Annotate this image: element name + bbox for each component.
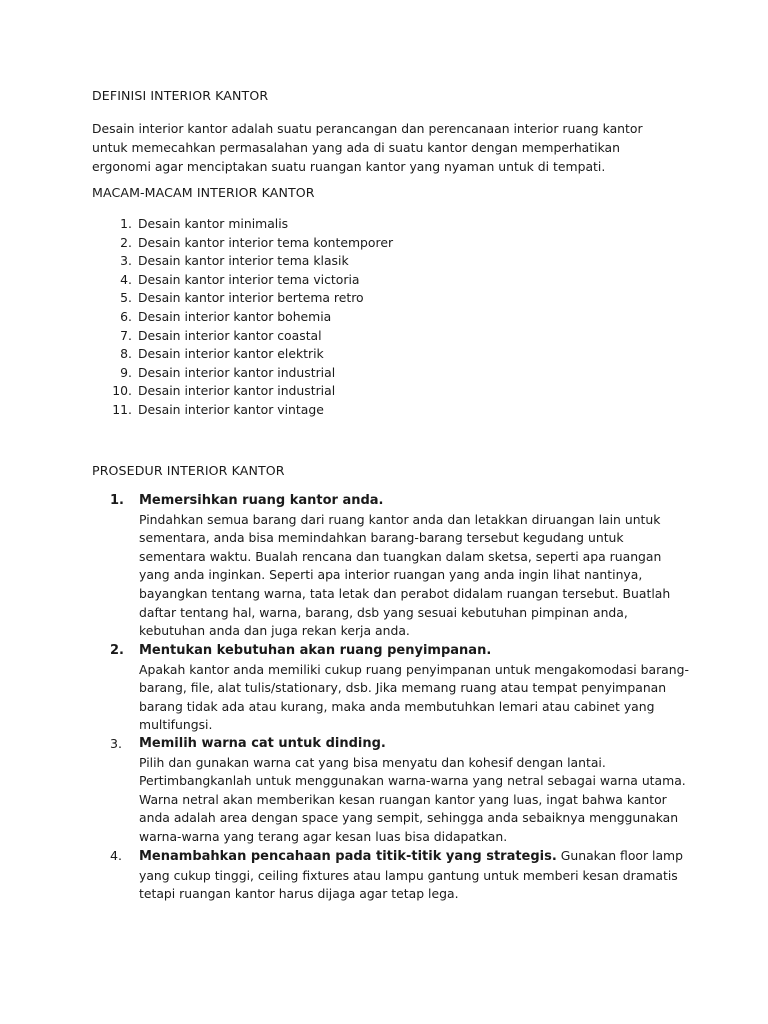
item-title: Memilih warna cat untuk dinding. — [139, 736, 386, 751]
paragraph-definisi: Desain interior kantor adalah suatu perancangan dan perencanaan interior ruang kantor untuk memecahkan permasalahan yang ada di suatu kantor dengan memperhatikan ergonomi agar menciptakan suatu ruangan kantor yang nyaman untuk di tempati. — [92, 121, 643, 174]
list-item: 4. Desain kantor interior tema victoria — [120, 271, 360, 287]
item-title: Mentukan kebutuhan akan ruang penyimpanan. — [139, 643, 492, 658]
item-number: 2. — [110, 643, 124, 658]
prosedur-item-4 — [110, 847, 690, 904]
list-item: 2. Desain kantor interior tema kontemporer — [120, 234, 394, 250]
list-item: 1. Desain kantor minimalis — [120, 216, 289, 231]
item-body: Pindahkan semua barang dari ruang kantor anda dan letakkan diruangan lain untuk sementara, anda bisa memindahkan barang-barang tersebut kegudang untuk sementara waktu. Bualah rencana dan tuangkan dalam sketsa, seperti apa ruangan yang anda inginkan. Seperti apa interior ruangan yang anda ingin lihat nantinya, bayangkan tentang warna, tata letak dan perabot didalam ruangan tersebut. Buatlah daftar tentang hal, warna, barang, dsb yang sesuai kebutuhan pimpinan anda, kebutuhan anda dan juga rekan kerja anda. — [139, 511, 671, 639]
heading-prosedur: PROSEDUR INTERIOR KANTOR — [92, 463, 285, 478]
heading-macam-macam: MACAM-MACAM INTERIOR KANTOR — [92, 185, 315, 200]
item-number: 1. — [110, 493, 124, 508]
list-item: 3. Desain kantor interior tema klasik — [120, 253, 349, 269]
prosedur-item-2 — [110, 642, 690, 735]
list-item: 9. Desain interior kantor industrial — [120, 364, 336, 380]
item-body: Pilih dan gunakan warna cat yang bisa menyatu dan kohesif dengan lantai. Pertimbangkanlah untuk menggunakan warna-warna yang netral sebagai warna utama. Warna netral akan memberikan kesan ruangan kantor yang luas, ingat bahwa kantor anda adalah area dengan space yang sempit, sehingga anda sebaiknya menggunakan warna-warna yang terang agar kesan luas bisa didapatkan. — [139, 754, 686, 844]
list-item: 5. Desain kantor interior bertema retro — [120, 290, 364, 306]
item-number: 3. — [110, 736, 123, 751]
item-body: Apakah kantor anda memiliki cukup ruang penyimpanan untuk mengakomodasi barang-barang, file, alat tulis/stationary, dsb. Jika memang ruang atau tempat penyimpanan barang tidak ada atau kurang, maka anda membutuhkan lemari atau cabinet yang multifungsi. — [139, 661, 689, 733]
prosedur-item-3 — [110, 735, 690, 847]
list-macam-macam — [92, 215, 393, 420]
heading-definisi: DEFINISI INTERIOR KANTOR — [92, 88, 269, 103]
list-item: 6. Desain interior kantor bohemia — [120, 308, 332, 324]
list-item: 11. Desain interior kantor vintage — [112, 401, 324, 417]
item-content — [139, 847, 690, 904]
item-title: Menambahkan pencahaan pada titik-titik yang strategis. — [139, 849, 557, 864]
list-item: 10. Desain interior kantor industrial — [112, 383, 336, 399]
prosedur-item-1 — [110, 492, 690, 641]
item-title: Memersihkan ruang kantor anda. — [139, 493, 384, 508]
item-body: Gunakan floor lamp yang cukup tinggi, ceiling fixtures atau lampu gantung untuk memberi kesan dramatis tetapi ruangan kantor harus dijaga agar tetap lega. — [139, 848, 683, 902]
list-item: 7. Desain interior kantor coastal — [120, 327, 322, 343]
item-number: 4. — [110, 848, 123, 863]
list-item: 8. Desain interior kantor elektrik — [120, 346, 324, 362]
